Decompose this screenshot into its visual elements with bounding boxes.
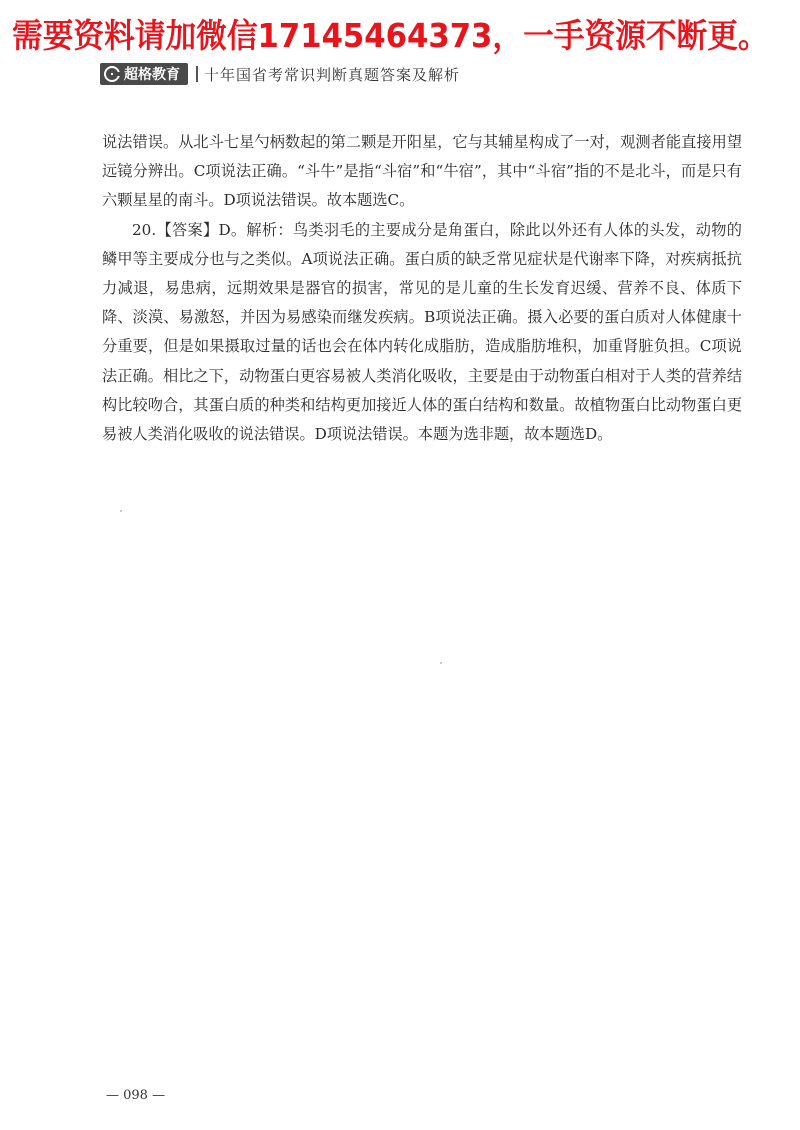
book-title: 十年国省考常识判断真题答案及解析: [204, 65, 461, 84]
watermark-banner: 需要资料请加微信17145464373，一手资源不断更。: [12, 16, 769, 55]
logo-text: 超格教育: [124, 67, 180, 83]
publisher-logo: [100, 63, 188, 85]
document-body: [102, 128, 742, 449]
answer-paragraph-20: 20.【答案】D。解析：鸟类羽毛的主要成分是角蛋白，除此以外还有人体的头发，动物的鳞甲等主要成分也与之类似。A项说法正确。蛋白质的缺乏常见症状是代谢率下降，对疾病抵抗力减退，易患病，远期效果是器官的损害，常见的是儿童的生长发育迟缓、营养不良、体质下降、淡漠、易激怒，并因为易感染而继发疾病。B项说法正确。摄入必要的蛋白质对人体健康十分重要，但是如果摄取过量的话也会在体内转化成脂肪，造成脂肪堆积，加重肾脏负担。C项说法正确。相比之下，动物蛋白更容易被人类消化吸收，主要是由于动物蛋白相对于人类的营养结构比较吻合，其蛋白质的种类和结构更加接近人体的蛋白结构和数量。故植物蛋白比动物蛋白更易被人类消化吸收的说法错误。D项说法错误。本题为选非题，故本题选D。: [102, 220, 742, 444]
logo-icon: [104, 66, 120, 82]
page-number: — 098 —: [106, 1088, 166, 1103]
scan-speck: [120, 510, 122, 512]
page-header: [100, 62, 460, 86]
answer-paragraph-19-continued: 说法错误。从北斗七星勺柄数起的第二颗是开阳星，它与其辅星构成了一对，观测者能直接用望远镜分辨出。C项说法正确。“斗牛”是指“斗宿”和“牛宿”，其中“斗宿”指的不是北斗，而是只有六颗星星的南斗。D项说法错误。故本题选C。: [102, 133, 742, 210]
scan-speck: [440, 662, 442, 664]
header-divider: [196, 66, 198, 82]
